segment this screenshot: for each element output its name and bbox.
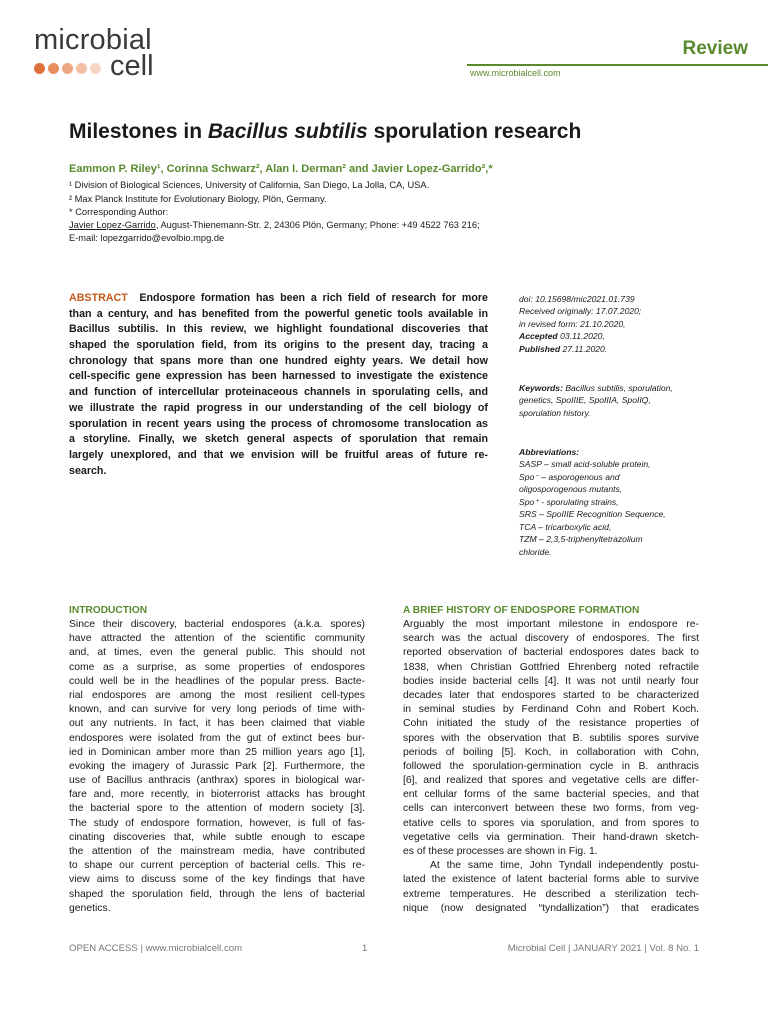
title-species: Bacillus subtilis <box>207 120 368 143</box>
accepted-value: 03.11.2020, <box>557 331 605 341</box>
journal-logo-word: microbial <box>34 24 152 56</box>
logo-dot <box>62 63 73 74</box>
text-line: could well be in the headlines of the popular press. Bacte- <box>69 675 365 687</box>
header-rule <box>467 64 768 66</box>
abstract-line: cell-specific gene expression has been harnessed to investigate the existence <box>69 370 488 383</box>
text-line: and, at times, even the general public. This should not <box>69 647 365 659</box>
abbreviation-item: chloride. <box>519 547 552 557</box>
logo-dot <box>48 63 59 74</box>
corresponding-email[interactable]: E-mail: lopezgarrido@evolbio.mpg.de <box>69 233 225 243</box>
text-line: Arguably the most important milestone in endospore re- <box>403 619 699 630</box>
accepted-date <box>519 330 605 342</box>
abstract-line <box>69 291 488 307</box>
abstract-line: a storyline. Finally, we sketch general aspects of sporulation that remain <box>69 433 488 446</box>
corresponding-author-name[interactable]: Javier Lopez-Garrido <box>69 220 156 230</box>
text-line: have attracted the attention of the scientific community <box>69 633 365 645</box>
title-part: sporulation research <box>367 120 582 143</box>
affiliation: * Corresponding Author: <box>69 207 169 217</box>
text-line: ied in Dominican amber more than 25 million years ago [1], <box>69 746 365 758</box>
abstract-text: Endospore formation has been a rich field of research for more <box>139 292 488 304</box>
text-line: to shape our current perception of bacterial cells. This re- <box>69 860 365 872</box>
text-line: fare and, more recently, in bioterrorist attacks has brought <box>69 789 365 801</box>
text-line: use of Bacillus anthracis (anthrax) spores in biological war- <box>69 775 365 787</box>
text-line: cinating discoveries that, while subtle enough to escape <box>69 831 365 843</box>
text-line: spores with the observation that B. subtilis spores survive <box>403 732 699 744</box>
text-line: the bacterial spore to the attention of modern society [3]. <box>69 803 365 815</box>
text-line: view aims to discuss some of the key findings that have <box>69 874 365 886</box>
footer-citation: Microbial Cell | JANUARY 2021 | Vol. 8 No. 1 <box>507 943 699 954</box>
abbreviation-item: oligosporogenous mutants, <box>519 484 623 494</box>
text-line: genetics. <box>69 902 111 914</box>
abstract-line: and function of intercellular proteinaceous channels in sporulating cells, and <box>69 386 488 399</box>
abstract-line: than a century, and has benefited from the powerful genetic tools available in <box>69 307 488 320</box>
logo-dot <box>34 63 45 74</box>
text-line: At the same time, John Tyndall independently postu- <box>403 860 699 872</box>
text-line: lated the existence of latent bacterial forms able to survive <box>403 874 699 886</box>
article-type-label: Review <box>682 38 748 59</box>
abbreviation-item: Spo⁺ - sporulating strains, <box>519 497 619 507</box>
keywords-line: sporulation history. <box>519 408 591 418</box>
text-line: shaped the sporulation field, through the lens of bacterial <box>69 888 365 900</box>
text-line: ent cellular forms of the same bacterial species, and that <box>403 789 699 801</box>
article-title <box>69 120 581 144</box>
abstract-line: shaped the sporulation field, from its origins to the present day, tracing a <box>69 339 488 352</box>
text-line: bodies inside bacterial cells [4]. It was not until nearly four <box>403 675 699 687</box>
text-line: come as a surprise, as some properties of endospores <box>69 661 365 673</box>
abbreviation-item: Spo⁻ – asporogenous and <box>519 472 620 482</box>
text-line: search was the actual discovery of endospores. The first <box>403 633 699 645</box>
published-value: 27.11.2020. <box>560 344 608 354</box>
text-line: etative cells to spores via sporulation, and from spores to <box>403 817 699 829</box>
doi-link[interactable]: doi: 10.15698/mic2021.01.739 <box>519 294 635 304</box>
abbreviation-item: TZM – 2,3,5-triphenyltetrazolium <box>519 534 643 544</box>
footer-open-access[interactable]: OPEN ACCESS | www.microbialcell.com <box>69 943 243 954</box>
text-line: endospores were isolated from the gut of extinct bees bur- <box>69 732 365 744</box>
text-line: extreme temperatures. He described a sterilization tech- <box>403 888 699 900</box>
text-line: in seminal studies by Ferdinand Cohn and Robert Koch. <box>403 704 699 716</box>
logo-dot <box>90 63 101 74</box>
section-heading-introduction: INTRODUCTION <box>69 605 148 616</box>
text-line: followed the sporulation-germination cycle in B. anthracis <box>403 760 699 772</box>
page-number: 1 <box>362 943 368 954</box>
keywords-label: Keywords: <box>519 383 563 393</box>
keywords <box>519 382 673 394</box>
abstract-line: chronology that spans more than one hundred eighty years. We detail how <box>69 354 488 367</box>
text-line: es of these processes are shown in Fig. 1. <box>403 846 598 857</box>
author-list: Eammon P. Riley¹, Corinna Schwarz², Alan I. Derman² and Javier Lopez-Garrido²,* <box>69 163 493 175</box>
text-line: evoking the imagery of Jurassic Park [2]. Furthermore, the <box>69 760 365 772</box>
abbreviation-item: TCA – tricarboxylic acid, <box>519 522 612 532</box>
revised-date: in revised form: 21.10.2020, <box>519 319 626 329</box>
corresponding-address <box>69 220 480 230</box>
text-line: vegetative cells via germination. Their hand-drawn sketch- <box>403 831 699 843</box>
abstract-line: search. <box>69 464 107 477</box>
accepted-label: Accepted <box>519 331 558 341</box>
published-date <box>519 343 607 355</box>
logo-dot <box>76 63 87 74</box>
abstract-line: sporulation in recent years using the process of chromosome translocation as <box>69 417 488 430</box>
abstract-label: ABSTRACT <box>69 292 128 304</box>
abbreviations-label: Abbreviations: <box>519 447 580 457</box>
published-label: Published <box>519 344 561 354</box>
keywords-line: genetics, SpoIIIE, SpoIIIA, SpoIIQ, <box>519 395 651 405</box>
text-line: nique (now designated “tyndallization”) that eradicates <box>403 902 699 914</box>
text-line: known, and can survive for very long periods of time with- <box>69 704 365 716</box>
text-line: the attention of the mainstream media, have contributed <box>69 846 365 857</box>
abbreviation-item: SRS – SpoIIIE Recognition Sequence, <box>519 509 666 519</box>
text-line: rial endospores are among the most resilient cell-types <box>69 689 365 701</box>
journal-logo-dots <box>34 63 101 74</box>
text-line: reported observation of bacterial endospores dates back to <box>403 647 699 659</box>
section-heading-history: A BRIEF HISTORY OF ENDOSPORE FORMATION <box>403 605 640 616</box>
text-line: decades later that endospores started to be characterized <box>403 689 699 701</box>
text-line: [6], and realized that spores and vegetative cells are differ- <box>403 775 699 787</box>
text-line: 1838, when Christian Gottfried Ehrenberg noted refractile <box>403 661 699 673</box>
keywords-text: Bacillus subtilis, sporulation, <box>562 383 673 393</box>
text-line: Cohn initiated the study of the resistance properties of <box>403 718 699 730</box>
text-line: out any nutrients. In fact, it has been claimed that viable <box>69 718 365 730</box>
text-line: cells can interconvert between these two forms, from veg- <box>403 803 699 815</box>
abstract <box>69 291 488 479</box>
abstract-line: we illustrate the rapid progress in our understanding of the cell biology of <box>69 401 488 414</box>
history-text <box>403 618 699 916</box>
abbreviation-item: SASP – small acid-soluble protein, <box>519 459 651 469</box>
text-line: Since their discovery, bacterial endospores (a.k.a. spores) <box>69 619 365 630</box>
journal-logo-word-cell: cell <box>110 50 154 82</box>
received-date: Received originally: 17.07.2020; <box>519 306 642 316</box>
address-text: , August-Thienemann-Str. 2, 24306 Plön, Germany; Phone: +49 4522 763 216; <box>155 220 480 230</box>
text-line: periods of boiling [5]. Koch, in collaboration with Cohn, <box>403 746 699 758</box>
title-part: Milestones in <box>69 120 208 143</box>
journal-url-link[interactable]: www.microbialcell.com <box>470 68 561 78</box>
introduction-text <box>69 618 365 916</box>
affiliation: ¹ Division of Biological Sciences, University of California, San Diego, La Jolla, CA, USA. <box>69 180 430 190</box>
abstract-line: Bacillus subtilis. In this review, we highlight foundational discoveries that <box>69 323 488 336</box>
abstract-line: largely unexplored, and that we envision will be fruitful areas of future re- <box>69 448 488 461</box>
affiliation: ² Max Planck Institute for Evolutionary Biology, Plön, Germany. <box>69 194 327 204</box>
text-line: The study of endospore formation, however, is full of fas- <box>69 817 365 829</box>
